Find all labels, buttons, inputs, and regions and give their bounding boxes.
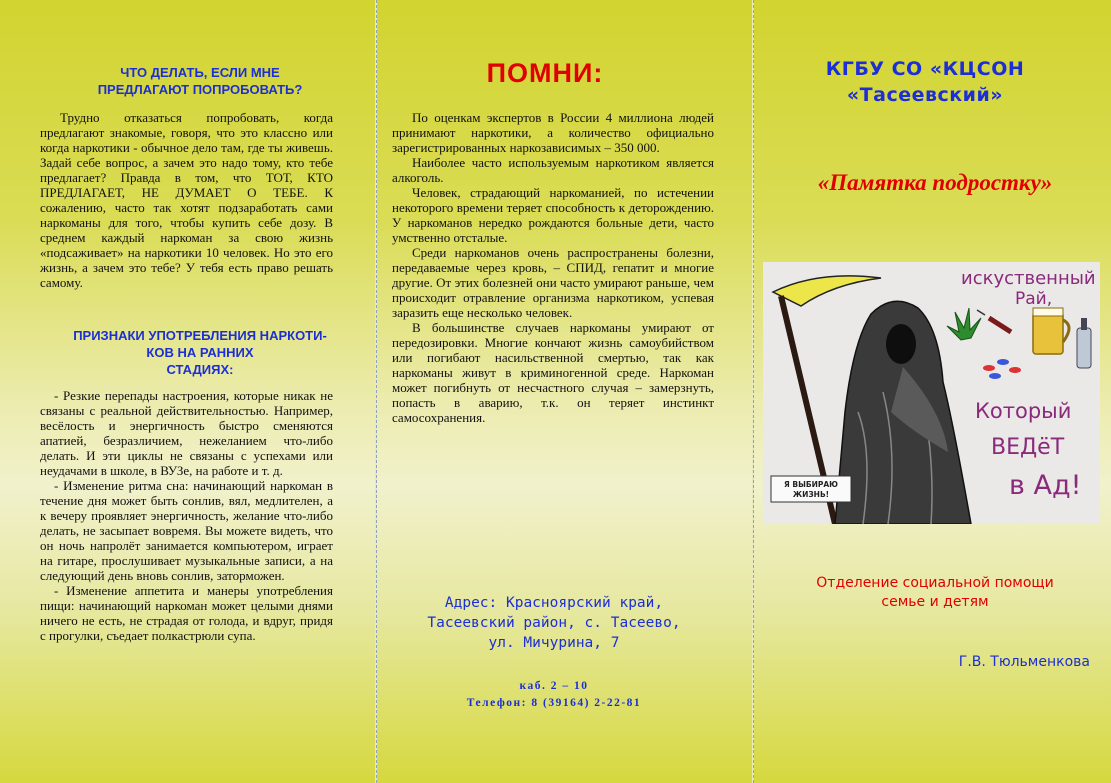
org-line-1: КГБУ СО «КЦСОН <box>825 58 1025 80</box>
life-sign-line-2: ЖИЗНЬ! <box>792 490 830 499</box>
offer-heading-line-2: ПРЕДЛАГАЮТ ПОПРОБОВАТЬ? <box>97 82 303 97</box>
poster-drawing <box>763 262 1100 524</box>
leaflet-subtitle: «Памятка подростку» <box>817 170 1053 195</box>
department <box>790 574 1080 612</box>
signs-heading-line-3: СТАДИЯХ: <box>166 362 234 377</box>
signs-heading <box>50 327 350 378</box>
remember-title: ПОМНИ: <box>486 58 604 88</box>
fact-paragraph: Среди наркоманов очень распространены болезни, передаваемые через кровь, – СПИД, гепатит и многие другие. От этих болезней они часто умирают раньше, чем происходит отравление организма наркотиком, успевая заразить еще несколько человек. <box>392 245 714 320</box>
contacts <box>400 678 708 712</box>
fact-paragraph: По оценкам экспертов в России 4 миллиона людей принимают наркотики, а количество официально зарегистрированных наркозависимых – 350 000. <box>392 110 714 155</box>
author-name: Г.В. Тюльменкова <box>958 654 1090 670</box>
facts-text <box>392 110 714 425</box>
department-line-2: семье и детям <box>881 594 989 610</box>
organization-name <box>790 56 1060 108</box>
sign-appetite: - Изменение аппетита и манеры употребления пищи: начинающий наркоман может целыми днями ничего не есть, не страдая от голода, и вдруг, придя с прогулки, съедает полкастрюли супа. <box>40 583 333 643</box>
poster-text-3: Который <box>975 399 1072 423</box>
department-line-1: Отделение социальной помощи <box>816 575 1054 591</box>
signs-heading-line-1: ПРИЗНАКИ УПОТРЕБЛЕНИЯ НАРКОТИ- <box>73 328 327 343</box>
signs-text <box>40 388 333 643</box>
hood-face-icon <box>886 324 916 364</box>
offer-text <box>40 110 333 290</box>
poster-text-2: Рай, <box>1015 289 1053 309</box>
phone-number: Телефон: 8 (39164) 2-22-81 <box>466 697 642 709</box>
offer-heading <box>80 64 320 98</box>
poster-text-4: ВЕДёТ <box>991 435 1065 460</box>
sign-mood: - Резкие перепады настроения, которые никак не связаны с реальной действительностью. Например, весёлость и энергичность быстро сменяются апатией, безразличием, нежеланием что-либо делать. И эти циклы не связаны с успехами или неудачами в школе, в ВУЗе, на работе и т. д. <box>40 388 333 478</box>
room-number: каб. 2 – 10 <box>519 680 589 692</box>
beer-icon <box>1033 308 1069 354</box>
fact-paragraph: Наиболее часто используемым наркотиком является алкоголь. <box>392 155 714 185</box>
poster-image <box>763 262 1100 524</box>
life-sign-line-1: Я ВЫБИРАЮ <box>784 480 838 489</box>
poster-text-1: искуственный <box>961 268 1096 289</box>
fold-line-2 <box>753 0 754 783</box>
address-line-3: ул. Мичурина, 7 <box>488 635 620 651</box>
fact-paragraph: Человек, страдающий наркоманией, по истечении некоторого времени теряет способность к деторождению. У наркоманов нередко рождаются больные дети, часто умственно отсталые. <box>392 185 714 245</box>
signs-heading-line-2: КОВ НА РАННИХ <box>146 345 254 360</box>
fold-line-1 <box>376 0 377 783</box>
sign-sleep: - Изменение ритма сна: начинающий наркоман в течение дня может быть сонлив, вял, медлителен, а к вечеру проявляет энергичность, желание что-либо делать, не засыпает вовремя. Вы можете видеть, что он ночь напролёт занимается компьютером, играет на гитаре, прослушивает музыкальные записи, а на следующий день вновь сонлив, заторможен. <box>40 478 333 583</box>
address-line-2: Тасеевский район, с. Тасеево, <box>427 615 681 631</box>
offer-heading-line-1: ЧТО ДЕЛАТЬ, ЕСЛИ МНЕ <box>120 65 280 80</box>
life-sign <box>771 476 851 502</box>
offer-paragraph: Трудно отказаться попробовать, когда предлагают знакомые, говоря, что это классно или когда наркотики - обычное дело там, где ты живешь. Задай себе вопрос, а зачем это надо тому, кто тебе предлагает? Правда в том, что ТОТ, КТО ПРЕДЛАГАЕТ, НЕ ДУМАЕТ О ТЕБЕ. К сожалению, часто так хотят подзаработать сами наркоманы для того, чтобы купить себе дозу. В среднем каждый наркоман за свою жизнь «подсаживает» на наркотики 10 человек. Но это его жизнь, а зачем это тебе? У тебя есть право решать самому. <box>40 110 333 290</box>
address <box>400 593 708 653</box>
org-line-2: «Тасеевский» <box>846 84 1004 106</box>
fact-paragraph: В большинстве случаев наркоманы умирают от передозировки. Многие кончают жизнь самоубийством или погибают насильственной смертью, так как наркоманы живут в криминогенной среде. Наркоман может погибнуть от несчастного случая – замерзнуть, попасть в аварию, т.к. он теряет инстинкт самосохранения. <box>392 320 714 425</box>
address-line-1: Адрес: Красноярский край, <box>444 595 664 611</box>
poster-text-5: в Ад! <box>1009 470 1082 501</box>
